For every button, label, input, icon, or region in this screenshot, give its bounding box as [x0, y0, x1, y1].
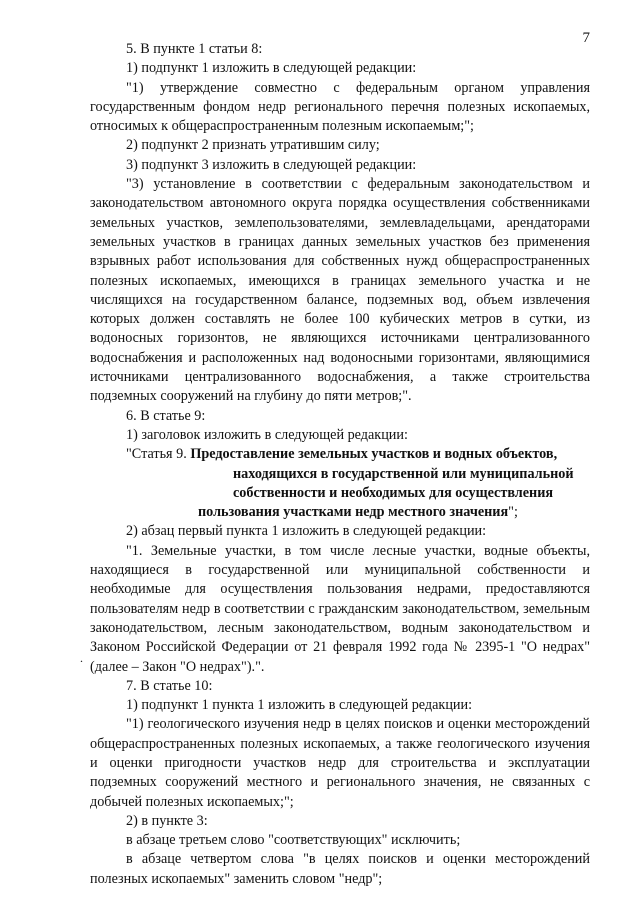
article-9-title-line-2: находящихся в государственной или муниципальной [233, 465, 574, 482]
page-number: 7 [582, 30, 590, 46]
paragraph-quote-land: "1. Земельные участки, в том числе лесные участки, водные объекты, находящиеся в государственной или муниципальной собственности и необходимые для осуществления пользования недрами, предоставляются пользователям недр в соответствии с гражданским законодательством, земельным законодательством, лесным законодательством, водным законодательством и Законом Российской Федерации от 21 февраля 1992 года № 2395-1 "О недрах" (далее – Закон "О недрах").". [90, 542, 590, 675]
paragraph-subpoint-3: 3) подпункт 3 изложить в следующей редакции: [126, 156, 417, 173]
paragraph-abzac-1: 2) абзац первый пункта 1 изложить в следующей редакции: [126, 523, 487, 540]
article-9-title-line-3: собственности и необходимых для осуществления [233, 484, 554, 501]
paragraph-quote-geology: "1) геологического изучения недр в целях поисков и оценки месторождений общераспространенных полезных ископаемых, а также геологического изучения и оценки пригодности участков недр для строительства и эксплуатации подземных сооружений местного и регионального значения, не связанных с добычей полезных ископаемых;"; [90, 716, 590, 810]
paragraph-quote-1: "1) утверждение совместно с федеральным органом управления государственным фондом недр регионального перечня полезных ископаемых, относимых к общераспространенным полезным ископаемым;"; [90, 79, 590, 135]
paragraph-abzac-4: в абзаце четвертом слова "в целях поисков и оценки месторождений полезных ископаемых" заменить словом "недр"; [90, 851, 590, 887]
margin-mark: . [80, 651, 83, 665]
article-9-title-line-1: Предоставление земельных участков и водных объектов, [190, 446, 558, 463]
document-body [90, 40, 590, 889]
paragraph-6: 6. В статье 9: [126, 407, 206, 424]
paragraph-heading-change: 1) заголовок изложить в следующей редакции: [126, 426, 408, 443]
paragraph-point-3: 2) в пункте 3: [126, 812, 208, 829]
paragraph-abzac-3: в абзаце третьем слово "соответствующих" исключить; [126, 832, 461, 849]
paragraph-5: 5. В пункте 1 статьи 8: [126, 41, 263, 57]
article-9-title [90, 445, 590, 522]
article-9-title-line-4: пользования участками недр местного значения"; [198, 504, 518, 521]
article-9-prefix: "Статья 9. [126, 446, 187, 463]
paragraph-quote-3: "3) установление в соответствии с федеральным законодательством и законодательством автономного округа порядка осуществления собственниками земельных участков, землепользователями, землевладельцами, арендаторами земельных участков в границах данных земельных участков без применения взрывных работ использования для собственных нужд общераспространенных полезных ископаемых, имеющихся в границах земельного участка и не числящихся на государственном балансе, подземных вод, объем извлечения которых должен составлять не более 100 кубических метров в сутки, из водоносных горизонтов, не являющихся источниками централизованного водоснабжения и расположенных над водоносными горизонтами, являющимися источниками централизованного водоснабжения, а также строительства подземных сооружений на глубину до пяти метров;". [90, 176, 590, 405]
paragraph-7: 7. В статье 10: [126, 677, 213, 694]
paragraph-subpoint-2: 2) подпункт 2 признать утратившим силу; [126, 137, 380, 154]
paragraph-subpoint-1-point-1: 1) подпункт 1 пункта 1 изложить в следующей редакции: [126, 697, 473, 714]
paragraph-subpoint-1: 1) подпункт 1 изложить в следующей редакции: [126, 60, 417, 77]
